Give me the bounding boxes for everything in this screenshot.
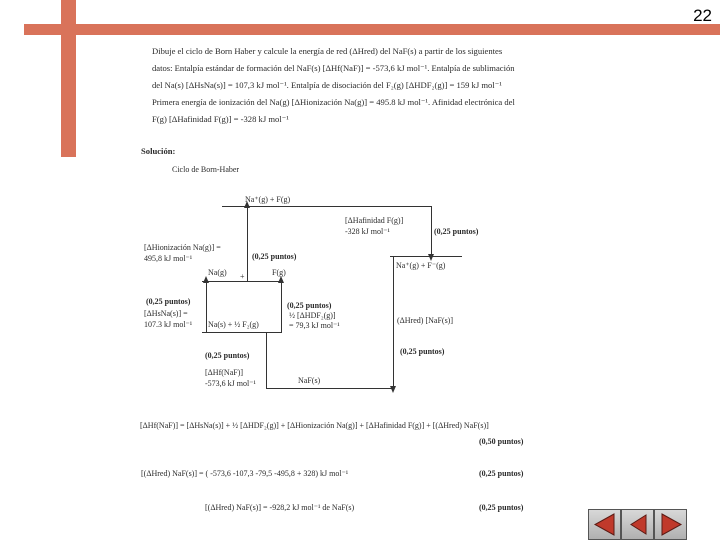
equation-1-points: (0,50 puntos) <box>479 437 524 446</box>
problem-line-2: datos: Entalpía estándar de formación del NaF(s) [ΔHf(NaF)] = -573,6 kJ mol⁻¹. Entalpía de sublimación <box>152 63 515 73</box>
equation-1: [ΔHf(NaF)] = [ΔHsNa(s)] + ½ [ΔHDF₂(g)] + [ΔHionización Na(g)] + [ΔHafinidad F(g)] + [(ΔHred) NaF(s)] <box>140 421 489 430</box>
level-product <box>266 388 394 389</box>
dissociation-points: (0,25 puntos) <box>287 301 332 310</box>
sublimation-label-2: 107.3 kJ mol⁻¹ <box>144 320 193 329</box>
next-slide-button[interactable] <box>654 509 687 540</box>
plus-sign: + <box>240 272 245 281</box>
first-slide-button[interactable] <box>588 509 621 540</box>
arrow-affinity <box>431 207 432 255</box>
species-na-ion-f-atom: Na⁺(g) + F(g) <box>245 195 291 204</box>
previous-slide-button[interactable] <box>621 509 654 540</box>
problem-line-4: Primera energía de ionización del Na(g) [ΔHionización Na(g)] = 495.8 kJ mol⁻¹. Afinidad electrónica del <box>152 97 515 107</box>
equation-2: [(ΔHred) NaF(s)] = ( -573,6 -107,3 -79,5 -495,8 + 328) kJ mol⁻¹ <box>141 469 349 478</box>
species-f-gas: F(g) <box>272 268 286 277</box>
formation-label-2: -573,6 kJ mol⁻¹ <box>205 379 256 388</box>
affinity-label-1: [ΔHafinidad F(g)] <box>345 216 404 225</box>
lattice-label: (ΔHred) [NaF(s)] <box>397 316 454 325</box>
problem-line-3: del Na(s) [ΔHsNa(s)] = 107,3 kJ mol⁻¹. Entalpía de disociación del F₂(g) [ΔHDF₂(g)] = 159 kJ mol⁻¹ <box>152 80 502 90</box>
ionization-label-1: [ΔHionización Na(g)] = <box>144 243 221 252</box>
species-ions: Na⁺(g) + F⁻(g) <box>396 261 446 270</box>
affinity-label-2: -328 kJ mol⁻¹ <box>345 227 390 236</box>
species-naf-solid: NaF(s) <box>298 376 321 385</box>
dissociation-label-1: ½ [ΔHDF₂(g)] <box>289 311 336 320</box>
level-ions <box>390 256 462 257</box>
level-gas-atoms <box>202 281 282 282</box>
cycle-title: Ciclo de Born-Haber <box>172 165 240 174</box>
ionization-label-2: 495,8 kJ mol⁻¹ <box>144 254 193 263</box>
sublimation-points: (0,25 puntos) <box>146 297 191 306</box>
equation-2-points: (0,25 puntos) <box>479 469 524 478</box>
arrow-sublimation <box>206 282 207 332</box>
connector-line <box>266 332 267 388</box>
lattice-points: (0,25 puntos) <box>400 347 445 356</box>
species-elements: Na(s) + ½ F₂(g) <box>208 320 259 329</box>
ionization-points: (0,25 puntos) <box>252 252 297 261</box>
equation-3: [(ΔHred) NaF(s)] = -928,2 kJ mol⁻¹ de NaF(s) <box>205 503 355 512</box>
problem-line-1: Dibuje el ciclo de Born Haber y calcule la energía de red (ΔHred) del NaF(s) a partir de los siguientes <box>152 46 503 56</box>
dissociation-label-2: = 79,3 kJ mol⁻¹ <box>289 321 340 330</box>
affinity-points: (0,25 puntos) <box>434 227 479 236</box>
species-na-gas: Na(g) <box>208 268 227 277</box>
level-elements <box>202 332 282 333</box>
formation-label-1: [ΔHf(NaF)] <box>205 368 244 377</box>
equation-3-points: (0,25 puntos) <box>479 503 524 512</box>
next-slide-icon <box>655 510 686 539</box>
first-slide-icon <box>589 510 620 539</box>
previous-slide-icon <box>622 510 653 539</box>
arrow-lattice <box>393 257 394 387</box>
page-number: 22 <box>693 6 712 25</box>
formation-points: (0,25 puntos) <box>205 351 250 360</box>
sublimation-label-1: [ΔHsNa(s)] = <box>144 309 188 318</box>
accent-bar-horizontal <box>24 24 720 35</box>
problem-line-5: F(g) [ΔHafinidad F(g)] = -328 kJ mol⁻¹ <box>152 114 289 124</box>
level-top <box>222 206 432 207</box>
solution-label: Solución: <box>141 146 176 156</box>
arrow-dissociation <box>281 282 282 332</box>
arrow-ionization <box>247 207 248 281</box>
